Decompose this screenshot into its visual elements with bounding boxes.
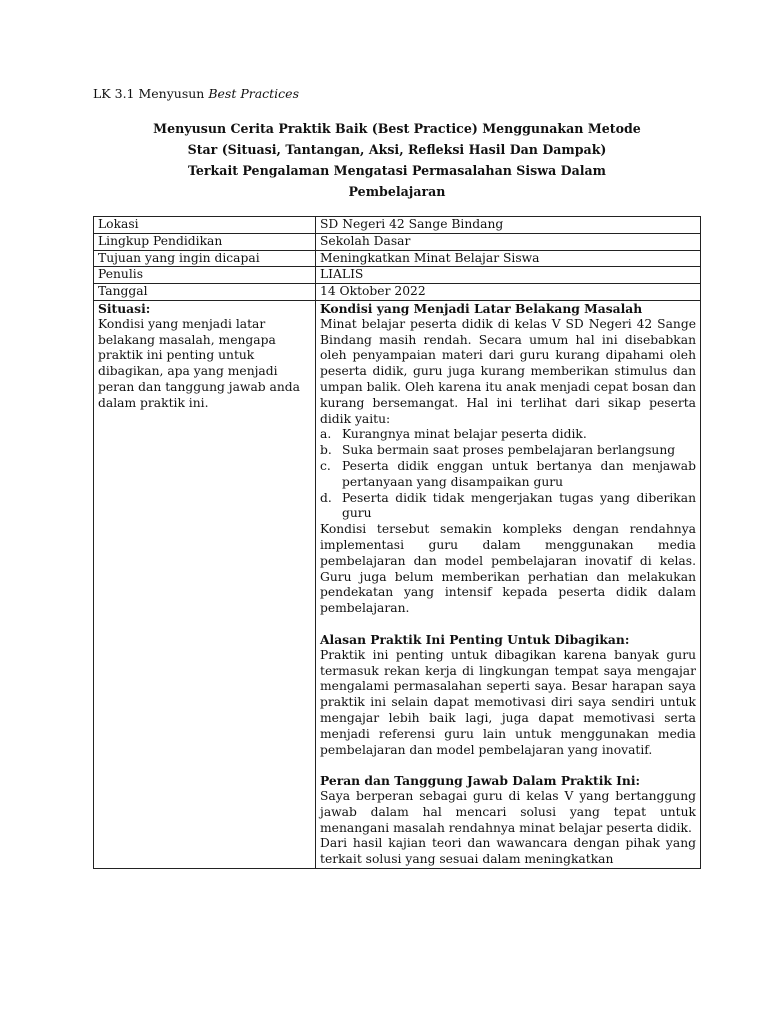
situasi-row: [94, 300, 701, 868]
list-item-label: a.: [320, 427, 332, 442]
peran-body-continued: Dari hasil kajian teori dan wawancara dengan pihak yang terkait solusi yang sesuai dalam meningkatkan: [320, 836, 696, 867]
latar-belakang-outro: Kondisi tersebut semakin kompleks dengan rendahnya implementasi guru dalam menggunakan media pembelajaran dan model pembelajaran inovatif di kelas. Guru juga belum memberikan perhatian dan melakukan pendekatan yang intensif kepada peserta didik dalam pembelajaran.: [320, 522, 696, 616]
list-item-label: d.: [320, 490, 332, 505]
list-item: [320, 459, 696, 491]
table-row: [94, 267, 701, 284]
spacer: [320, 758, 696, 773]
title-line: Pembelajaran: [348, 184, 446, 199]
row-label: Penulis: [94, 267, 316, 284]
list-item: [320, 443, 696, 459]
row-value: SD Negeri 42 Sange Bindang: [316, 217, 701, 234]
list-item-text: Suka bermain saat proses pembelajaran berlangsung: [342, 443, 676, 458]
latar-belakang-intro: Minat belajar peserta didik di kelas V SD Negeri 42 Sange Bindang masih rendah. Secara umum hal ini disebabkan oleh penyampaian materi dari guru kurang dipahami oleh peserta didik, guru juga kurang memberikan stimulus dan umpan balik. Oleh karena itu anak menjadi cepat bosan dan kurang bersemangat. Hal ini terlihat dari sikap peserta didik yaitu:: [320, 316, 696, 426]
row-label: Tanggal: [94, 284, 316, 301]
worksheet-heading-italic: Best Practices: [208, 86, 299, 101]
section-heading-latar-belakang: Kondisi yang Menjadi Latar Belakang Masalah: [320, 300, 643, 316]
worksheet-heading: [93, 86, 299, 101]
row-value: Meningkatkan Minat Belajar Siswa: [316, 250, 701, 267]
row-value: Sekolah Dasar: [316, 233, 701, 250]
alasan-body: Praktik ini penting untuk dibagikan karena banyak guru termasuk rekan kerja di lingkungan tempat saya mengajar mengalami permasalahan seperti saya. Besar harapan saya praktik ini selain dapat memotivasi diri saya sendiri untuk mengajar lebih baik lagi, juga dapat memotivasi serta menjadi referensi guru lain untuk menggunakan media pembelajaran dan model pembelajaran yang inovatif.: [320, 647, 696, 757]
row-label: Lokasi: [94, 217, 316, 234]
situasi-label: Situasi:: [98, 300, 151, 316]
document-title: [93, 118, 701, 202]
problem-list: [320, 427, 696, 522]
peran-body: Saya berperan sebagai guru di kelas V yang bertanggung jawab dalam hal mencari solusi yang tepat untuk menangani masalah rendahnya minat belajar peserta didik.: [320, 789, 696, 835]
list-item-text: Kurangnya minat belajar peserta didik.: [342, 427, 587, 442]
situasi-prompt: Kondisi yang menjadi latar belakang masalah, mengapa praktik ini penting untuk dibagikan, apa yang menjadi peran dan tanggung jawab anda dalam praktik ini.: [98, 316, 301, 410]
title-line: Star (Situasi, Tantangan, Aksi, Refleksi Hasil Dan Dampak): [187, 142, 607, 157]
table-row: [94, 250, 701, 267]
list-item-label: b.: [320, 443, 332, 458]
list-item-text: Peserta didik tidak mengerjakan tugas yang diberikan guru: [342, 490, 696, 521]
title-line: Terkait Pengalaman Mengatasi Permasalahan Siswa Dalam: [187, 163, 606, 178]
list-item-text: Peserta didik enggan untuk bertanya dan menjawab pertanyaan yang disampaikan guru: [342, 458, 696, 489]
section-heading-alasan: Alasan Praktik Ini Penting Untuk Dibagikan:: [320, 631, 630, 647]
section-heading-peran: Peran dan Tanggung Jawab Dalam Praktik Ini:: [320, 773, 641, 789]
list-item: [320, 491, 696, 523]
worksheet-heading-text: LK 3.1 Menyusun: [93, 86, 205, 101]
row-label: Tujuan yang ingin dicapai: [94, 250, 316, 267]
row-value: LIALIS: [316, 267, 701, 284]
table-row: [94, 217, 701, 234]
table-row: [94, 284, 701, 301]
table-row: [94, 233, 701, 250]
row-label: Lingkup Pendidikan: [94, 233, 316, 250]
spacer: [320, 617, 696, 632]
situasi-content-cell: [316, 300, 701, 868]
row-value: 14 Oktober 2022: [316, 284, 701, 301]
situasi-label-cell: [94, 300, 316, 868]
list-item-label: c.: [320, 458, 331, 473]
best-practice-table: [93, 216, 701, 869]
title-line: Menyusun Cerita Praktik Baik (Best Practice) Menggunakan Metode: [153, 121, 641, 136]
list-item: [320, 427, 696, 443]
